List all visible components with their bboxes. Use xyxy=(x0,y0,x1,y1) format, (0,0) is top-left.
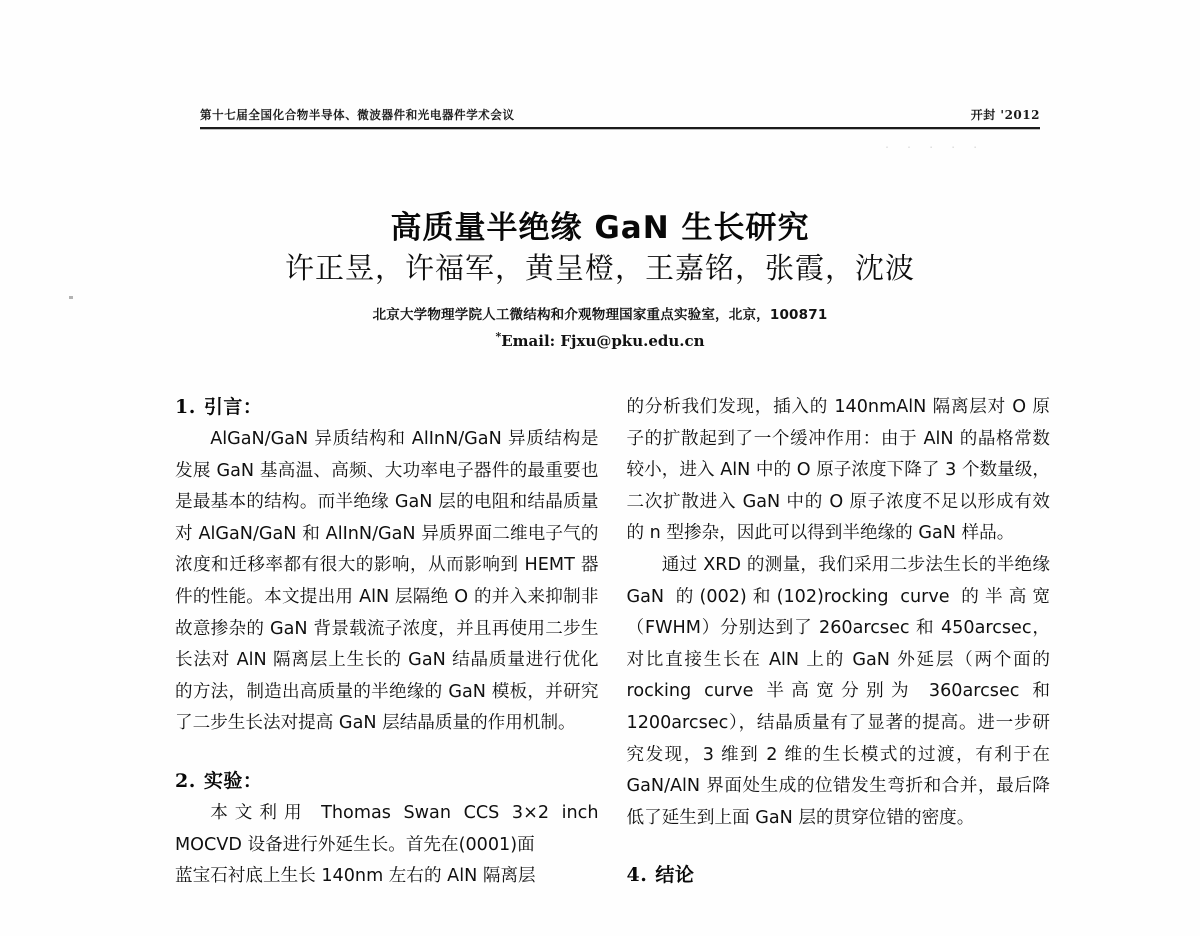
section-number-4: 4. xyxy=(626,864,648,887)
conference-name: 第十七届全国化合物半导体、微波器件和光电器件学术会议 xyxy=(200,107,515,122)
right-column xyxy=(627,392,1051,936)
running-header xyxy=(200,106,1040,123)
margin-speck xyxy=(69,296,73,299)
section-title-1: 引言： xyxy=(203,396,263,418)
paragraph-continued: 的分析我们发现，插入的 140nmAlN 隔离层对 O 原子的扩散起到了一个缓冲作用：由于 AlN 的晶格常数较小，进入 AlN 中的 O 原子浓度下降了 3 个数量级，二次扩散进入 GaN 中的 O 原子浓度不足以形成有效的 n 型掺杂，因此可以得到半绝缘的 GaN 样品。 xyxy=(626,397,1050,544)
page-title: 高质量半绝缘 GaN 生长研究 xyxy=(390,209,810,246)
email-text: Email: Fjxu@pku.edu.cn xyxy=(501,332,705,350)
left-column xyxy=(175,392,599,936)
scan-artifact: . . . . . xyxy=(884,140,984,151)
footnote-marker: * xyxy=(495,330,502,343)
section-number-2: 2. xyxy=(175,769,196,792)
affiliation: 北京大学物理学院人工微结构和介观物理国家重点实验室，北京，100871 xyxy=(372,307,828,323)
author-list: 许正昱，许福军，黄呈橙，王嘉铭，张霞，沈波 xyxy=(284,251,915,285)
paragraph-experiment: 本文利用 Thomas Swan CCS 3×2 inch MOCVD 设备进行外延生长。首先在(0001)面 xyxy=(175,802,599,855)
paragraph-xrd: 通过 XRD 的测量，我们采用二步法生长的半绝缘 GaN 的(002)和(102)rocking curve 的半高宽（FWHM）分别达到了 260arcsec 和 450arcsec，对比直接生长在 AlN 上的 GaN 外延层（两个面的 rocking curve 半高宽分别为 360arcsec 和 1200arcsec），结晶质量有了显著的提高。进一步研究发现，3 维到 2 维的生长模式的过渡，有利于在 GaN/AlN 界面处生成的位错发生弯折和合并，最后降低了延生到上面 GaN 层的贯穿位错的密度。 xyxy=(626,554,1050,828)
body-columns xyxy=(175,392,1050,936)
section-number-1: 1. xyxy=(175,396,196,418)
section-heading-4 xyxy=(627,860,1051,890)
section-heading-1 xyxy=(175,392,599,422)
header-divider-rule xyxy=(200,127,1040,129)
section-title-2: 实验： xyxy=(203,769,263,792)
section-heading-2 xyxy=(175,766,599,796)
paragraph-experiment-clipped: 蓝宝石衬底上生长 140nm 左右的 AlN 隔离层 xyxy=(175,866,536,887)
paragraph-intro: AlGaN/GaN 异质结构和 AlInN/GaN 异质结构是发展 GaN 基高温、高频、大功率电子器件的最重要也是最基本的结构。而半绝缘 GaN 层的电阻和结晶质量对 AlGaN/GaN 和 AlInN/GaN 异质界面二维电子气的浓度和迁移率都有很大的影响，从而影响到 HEMT 器件的性能。本文提出用 AlN 层隔绝 O 的并入来抑制非故意掺杂的 GaN 背景载流子浓度，并且再使用二步生长法对 AlN 隔离层上生长的 GaN 结晶质量进行优化的方法，制造出高质量的半绝缘的 GaN 模板，并研究了二步生长法对提高 GaN 层结晶质量的作用机制。 xyxy=(175,429,599,734)
corresponding-email xyxy=(0,330,1200,350)
section-title-4: 结论 xyxy=(655,864,695,887)
venue-year: 开封 '2012 xyxy=(970,108,1040,122)
